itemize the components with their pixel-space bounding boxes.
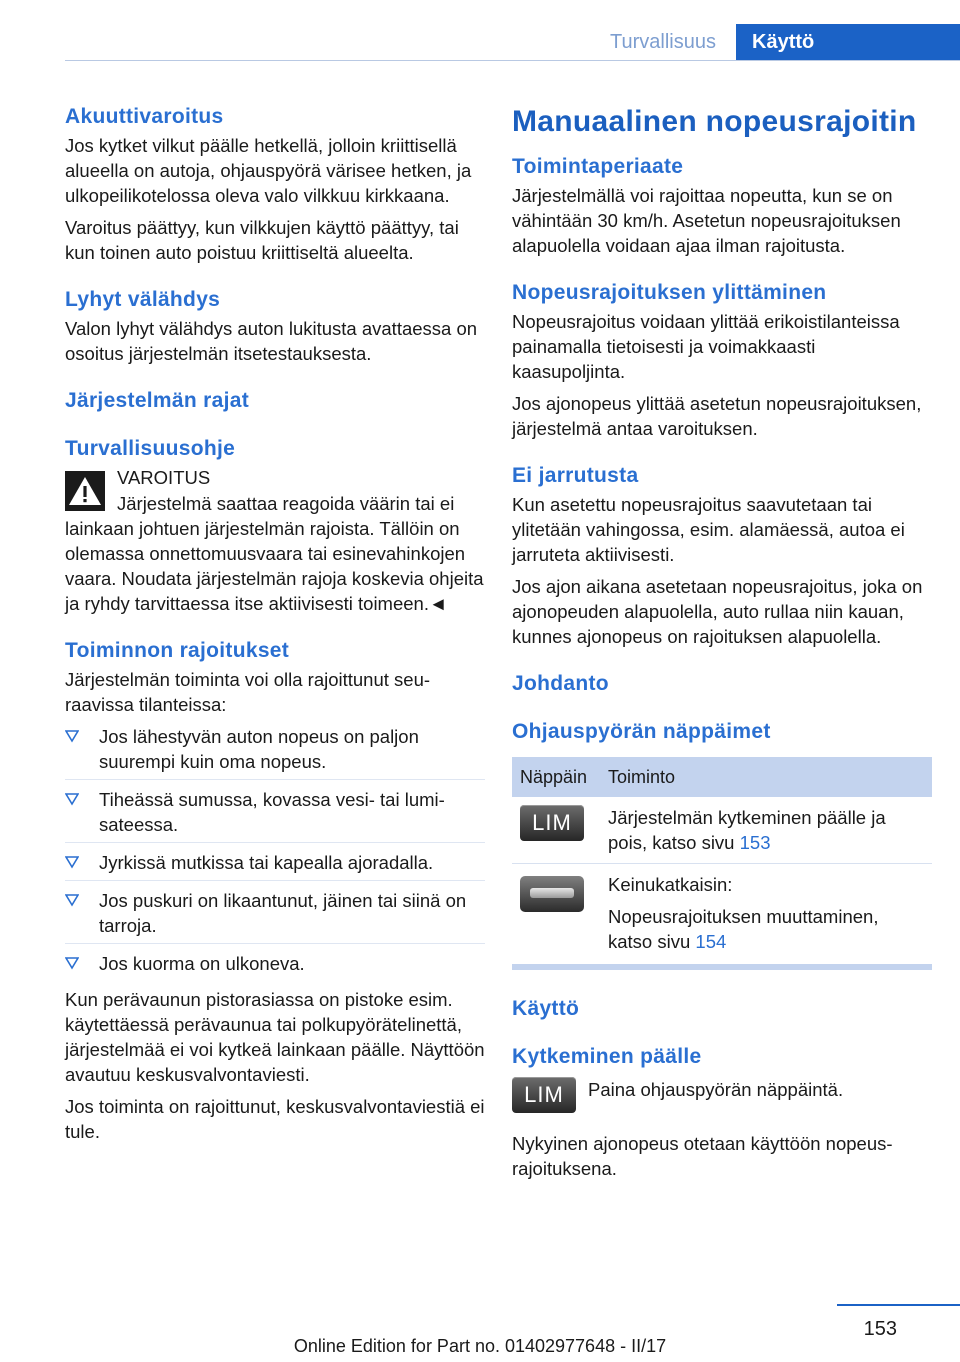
table-cell-key (512, 864, 600, 963)
bullet-triangle-icon (65, 729, 79, 743)
jarrutus-paragraph-2: Jos ajon aikana asetetaan nopeusrajoitus, joka on ajonopeuden alapuolella, auto rullaa niin kauan, kunnes ajonopeus on rajoituksen alapuolella. (512, 576, 923, 647)
heading-ohjauspyoran-nappaimet: Ohjauspyörän näppäimet (512, 720, 771, 743)
heading-toimintaperiaate: Toimintaperiaate (512, 155, 684, 178)
heading-kaytto: Käyttö (512, 997, 580, 1020)
header-tab-turvallisuus[interactable]: Turvallisuus (610, 31, 716, 53)
heading-ei-jarrutusta: Ei jarrutusta (512, 464, 639, 487)
list-item-text: Jos puskuri on likaantunut, jäinen tai siinä on tarroja. (99, 890, 467, 936)
lim-button-icon: LIM (520, 805, 584, 841)
heading-turvallisuusohje: Turvallisuusohje (65, 437, 236, 460)
rocker-switch-icon (520, 872, 584, 916)
header-divider (65, 60, 960, 61)
left-column (65, 104, 485, 1151)
table-header-key: Näppäin (512, 757, 600, 797)
page-link-153[interactable]: 153 (739, 832, 771, 853)
lim-button-icon: LIM (512, 1077, 576, 1113)
list-item (65, 787, 485, 843)
bullet-triangle-icon (65, 855, 79, 869)
ylittaminen-paragraph-2: Jos ajonopeus ylittää asetetun nopeusrajoituksen, järjestelmä antaa varoituksen. (512, 393, 922, 439)
akuutti-paragraph-1: Jos kytket vilkut päälle hetkellä, jolloin kriittisellä alueella on autoja, ohjauspyörä värisee hetken, ja ulkopeilikotelossa oleva valo vilkkuu kirkkaana. (65, 135, 472, 206)
warning-title: VAROITUS (117, 467, 211, 488)
row2-text-1: Keinukatkaisin: (608, 874, 733, 895)
pistoke-paragraph: Kun perävaunun pistorasiassa on pistoke esim. käytettäessä perävaunua tai polkupyörätelinettä, järjestelmää ei voi kytkeä lainkaan päälle. Näyttöön avautuu keskusvalvontaviesti. (65, 989, 485, 1085)
toimintaperiaate-paragraph: Järjestelmällä voi rajoittaa nopeutta, kun se on vähintään 30 km/h. Asetetun nopeusrajoituksen alapuolella voidaan ajaa ilman rajoitusta. (512, 185, 901, 256)
row2-text-2: Nopeusrajoituksen muuttaminen, katso sivu (608, 906, 879, 952)
table-bottom-bar (512, 964, 932, 970)
page-number: 153 (863, 1318, 897, 1340)
warning-block (65, 465, 485, 490)
header-tab-kaytto[interactable]: Käyttö (736, 24, 960, 61)
heading-toiminnon-rajoitukset: Toiminnon rajoitukset (65, 639, 290, 662)
bullet-triangle-icon (65, 956, 79, 970)
list-item (65, 724, 485, 780)
right-column (512, 104, 932, 1188)
footer-divider (837, 1304, 960, 1306)
limitations-list (65, 724, 485, 981)
heading-johdanto: Johdanto (512, 672, 609, 695)
warning-text (65, 491, 485, 616)
warning-text-content: Järjestelmä saattaa reagoida väärin tai ei lainkaan johtuen järjestelmän rajoista. Tällöin on olemassa onnettomuusvaara tai esinevahinkojen vaara. Noudata järjestelmän rajoja koskevia ohjeita ja ryhdy tarvittaessa itse aktiivisesti toimeen.◄ (65, 493, 484, 614)
table-header-row (512, 757, 932, 797)
press-text: Paina ohjauspyörän näppäintä. (588, 1079, 844, 1100)
heading-jarjestelman-rajat: Järjestelmän rajat (65, 389, 250, 412)
jarrutus-paragraph-1: Kun asetettu nopeusrajoitus saavutetaan tai ylitetään vahingossa, esim. alamäessä, autoa ei jarruteta aktiivisesti. (512, 494, 905, 565)
edition-line: Online Edition for Part no. 01402977648 - II/17 (293, 1336, 667, 1356)
list-item (65, 850, 485, 881)
nykyinen-paragraph: Nykyinen ajonopeus otetaan käyttöön nopeusrajoituksena. (512, 1133, 893, 1179)
warning-triangle-icon (65, 471, 105, 511)
list-item (65, 888, 485, 944)
table-row (512, 864, 932, 963)
page-link-154[interactable]: 154 (695, 931, 727, 952)
rajoittunut-paragraph: Jos toiminta on rajoittunut, keskusvalvontaviestiä ei tule. (65, 1096, 485, 1142)
table-cell-function (600, 864, 932, 963)
toiminnon-intro: Järjestelmän toiminta voi olla rajoittunut seuraavissa tilanteissa: (65, 669, 431, 715)
keys-table (512, 757, 932, 962)
press-instruction (512, 1073, 932, 1121)
list-item-text: Jos kuorma on ulkoneva. (99, 953, 305, 974)
table-header-function: Toiminto (600, 757, 932, 797)
list-item-text: Jos lähestyvän auton nopeus on paljon suurempi kuin oma nopeus. (99, 726, 419, 772)
bullet-triangle-icon (65, 792, 79, 806)
ylittaminen-paragraph-1: Nopeusrajoitus voidaan ylittää erikoistilanteissa painamalla tietoisesti ja voimakkaasti kaasupoljinta. (512, 311, 900, 382)
table-cell-function (600, 797, 932, 864)
section-title: Manuaalinen nopeusrajoitin (512, 105, 917, 138)
lyhyt-paragraph: Valon lyhyt välähdys auton lukitusta avattaessa on osoitus järjestelmän itsetestauksesta. (65, 318, 478, 364)
list-item (65, 951, 485, 981)
table-row (512, 797, 932, 864)
heading-akuuttivaroitus: Akuuttivaroitus (65, 105, 224, 128)
list-item-text: Jyrkissä mutkissa tai kapealla ajoradalla. (99, 852, 434, 873)
heading-lyhyt-valahdys: Lyhyt välähdys (65, 288, 221, 311)
row1-text: Järjestelmän kytkeminen päälle ja pois, katso sivu (608, 807, 886, 853)
heading-nopeusrajoituksen-ylittaminen: Nopeusrajoituksen ylittäminen (512, 281, 827, 304)
list-item-text: Tiheässä sumussa, kovassa vesi- tai lumisateessa. (99, 789, 445, 835)
table-cell-key (512, 797, 600, 864)
bullet-triangle-icon (65, 893, 79, 907)
akuutti-paragraph-2: Varoitus päättyy, kun vilkkujen käyttö päättyy, tai kun toinen auto poistuu kriittiseltä alueelta. (65, 217, 459, 263)
heading-kytkeminen-paalle: Kytkeminen päälle (512, 1045, 702, 1068)
